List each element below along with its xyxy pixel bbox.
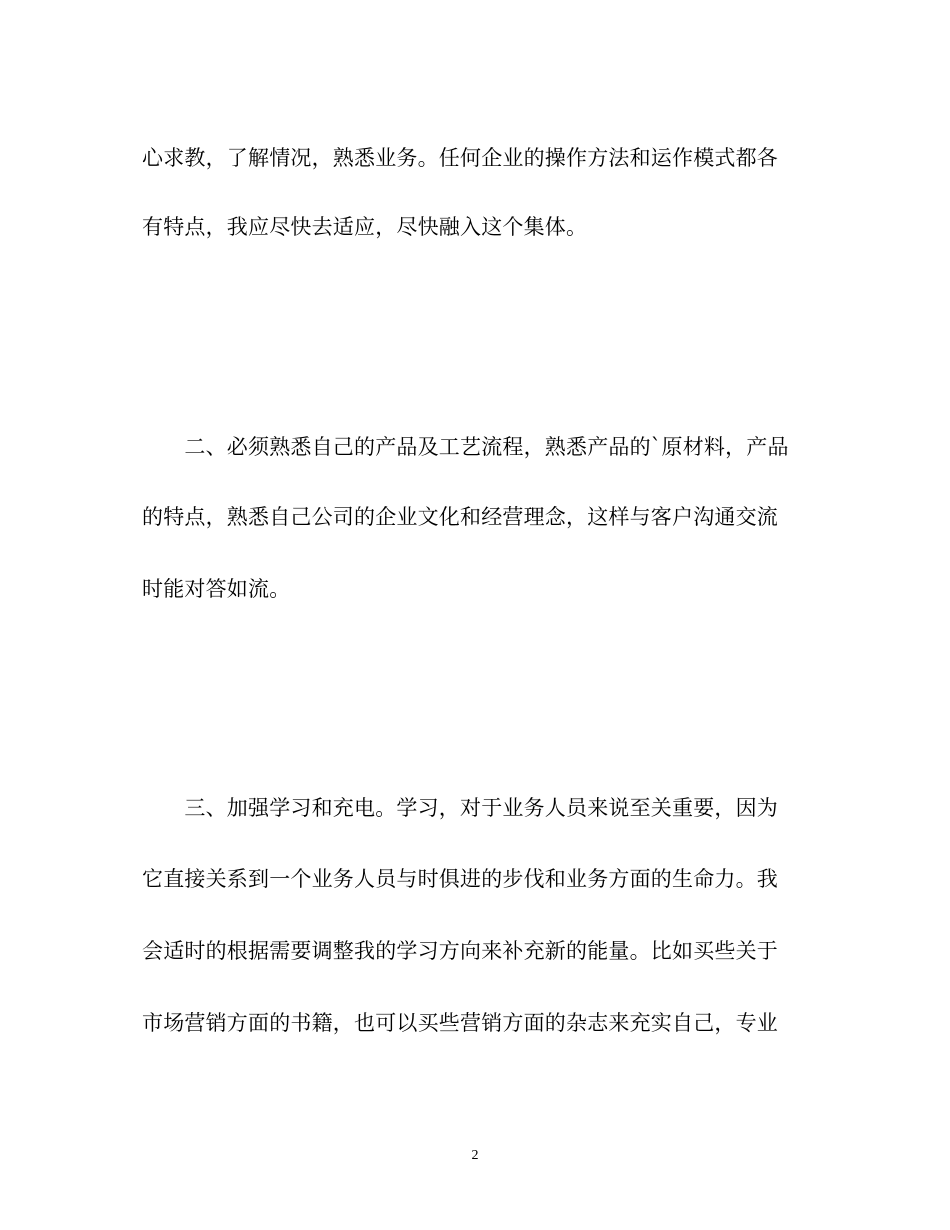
- paragraph-1-line-2: 有特点，我应尽快去适应，尽快融入这个集体。: [142, 215, 588, 239]
- paragraph-3-line-1: 三、加强学习和充电。学习，对于业务人员来说至关重要，因为: [142, 796, 778, 820]
- paragraph-1-line-1: 心求教，了解情况，熟悉业务。任何企业的操作方法和运作模式都各: [142, 146, 778, 170]
- paragraph-2-line-1: 二、必须熟悉自己的产品及工艺流程，熟悉产品的`原材料，产品: [142, 435, 789, 459]
- paragraph-3-line-4: 市场营销方面的书籍，也可以买些营销方面的杂志来充实自己，专业: [142, 1011, 778, 1035]
- paragraph-3-line-2: 它直接关系到一个业务人员与时俱进的步伐和业务方面的生命力。我: [142, 867, 778, 891]
- paragraph-2-line-2: 的特点，熟悉自己公司的企业文化和经营理念，这样与客户沟通交流: [142, 505, 778, 529]
- page-number: 2: [471, 1148, 479, 1163]
- paragraph-2-line-3: 时能对答如流。: [142, 577, 291, 601]
- paragraph-3-line-3: 会适时的根据需要调整我的学习方向来补充新的能量。比如买些关于: [142, 939, 778, 963]
